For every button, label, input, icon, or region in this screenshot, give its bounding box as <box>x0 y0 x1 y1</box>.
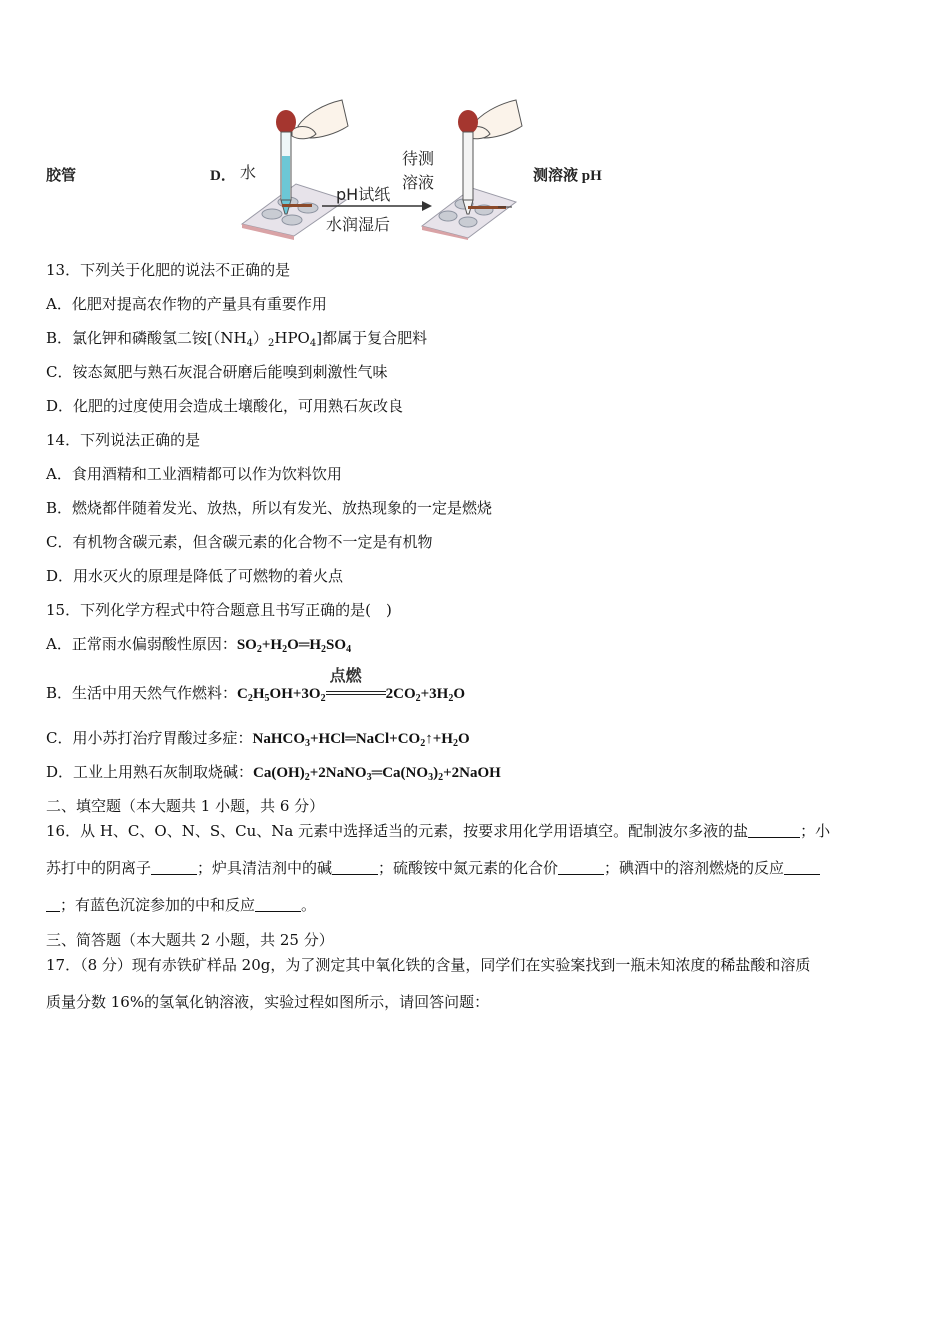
q15-c-text: C．用小苏打治疗胃酸过多症： <box>46 729 253 747</box>
figure-right-label: 测溶液 pH <box>533 168 602 184</box>
q15-option-d <box>46 762 501 783</box>
q15-option-c <box>46 728 470 749</box>
q16-text-2c: ；硫酸铵中氮元素的化合价 <box>378 859 559 877</box>
q15-d-equation: $Ca(OH)_2+2NaNO_3═Ca(NO_3)_2+2NaOH$ <box>253 765 501 783</box>
q16-line-3 <box>46 895 316 915</box>
q16-line-2 <box>46 858 820 878</box>
sub: 2 <box>267 338 275 349</box>
q15-stem: 15．下列化学方程式中符合题意且书写正确的是( ) <box>46 601 392 619</box>
answer-blank[interactable] <box>151 860 197 875</box>
q16-text-1: 16．从 H、C、O、N、S、Cu、Na 元素中选择适当的元素，按要求用化学用语填空。配制波尔多液的盐 <box>46 822 749 840</box>
answer-blank[interactable] <box>748 823 800 838</box>
water-label: 水 <box>240 163 257 182</box>
test-solution-label-2: 溶液 <box>402 173 435 192</box>
q17-line-1: 17．（8 分）现有赤铁矿样品 20g，为了测定其中氧化铁的含量，同学们在实验案找到一瓶未知浓度的稀盐酸和溶质 <box>46 956 811 974</box>
q15-d-text: D．工业上用熟石灰制取烧碱： <box>46 763 254 781</box>
q14-option-a: A．食用酒精和工业酒精都可以作为饮料饮用 <box>46 465 342 483</box>
q16-text-1b: ；小 <box>800 822 831 840</box>
sub: 4 <box>246 338 253 349</box>
answer-blank[interactable] <box>46 897 60 912</box>
arrow-bottom-label: 水润湿后 <box>326 215 391 234</box>
arrow-top-label: pH试纸 <box>336 185 391 204</box>
hand-left <box>292 100 348 139</box>
section-2-heading: 二、填空题（本大题共 1 小题，共 6 分） <box>46 797 325 815</box>
q16-text-2d: ；碘酒中的溶剂燃烧的反应 <box>604 859 785 877</box>
q15-a-text: A．正常雨水偏弱酸性原因： <box>46 635 237 653</box>
q16-text-3b: 。 <box>301 896 317 914</box>
q16-text-3a: ；有蓝色沉淀参加的中和反应 <box>60 896 256 914</box>
q13-option-b <box>46 328 427 348</box>
answer-blank[interactable] <box>332 860 378 875</box>
answer-blank[interactable] <box>558 860 604 875</box>
q13-option-d: D．化肥的过度使用会造成土壤酸化，可用熟石灰改良 <box>46 397 404 415</box>
answer-blank[interactable] <box>784 860 820 875</box>
q13-stem: 13．下列关于化肥的说法不正确的是 <box>46 261 291 279</box>
q14-option-c: C．有机物含碳元素，但含碳元素的化合物不一定是有机物 <box>46 533 433 551</box>
q16-text-2a: 苏打中的阴离子 <box>46 859 152 877</box>
answer-blank[interactable] <box>255 897 301 912</box>
q17-line-2: 质量分数 16%的氢氧化钠溶液，实验过程如图所示，请回答问题： <box>46 993 490 1011</box>
q15-b-products: $2CO_2+3H_2O$ <box>385 686 465 704</box>
q15-c-equation: $NaHCO_3+HCl═NaCl+CO_2↑+H_2O$ <box>252 731 470 749</box>
condition-label: 点燃 <box>329 666 362 685</box>
q15-option-a <box>46 634 351 655</box>
q13-b-mid2: HPO <box>274 329 310 347</box>
q14-option-b: B．燃烧都伴随着发光、放热，所以有发光、放热现象的一定是燃烧 <box>46 499 493 517</box>
sub: 4 <box>309 338 317 349</box>
q14-option-d: D．用水灭火的原理是降低了可燃物的着火点 <box>46 567 344 585</box>
q15-b-equation: $C_2H_5OH+3O_2$ <box>237 686 326 704</box>
reaction-condition <box>326 666 386 700</box>
section-3-heading: 三、简答题（本大题共 2 小题，共 25 分） <box>46 931 334 949</box>
q15-option-b <box>46 666 465 704</box>
q13-b-mid: ） <box>252 329 268 347</box>
figure-option-label: D． <box>210 168 236 184</box>
q13-b-post: ]都属于复合肥料 <box>316 329 428 347</box>
test-solution-label-1: 待测 <box>402 149 435 168</box>
figure-left-label: 胶管 <box>46 168 77 184</box>
q15-b-text: B．生活中用天然气作燃料： <box>46 684 238 702</box>
q16-line-1 <box>46 821 830 841</box>
equals-sign <box>326 691 386 695</box>
q16-text-2b: ；炉具清洁剂中的碱 <box>197 859 333 877</box>
q13-option-a: A．化肥对提高农作物的产量具有重要作用 <box>46 295 327 313</box>
q15-a-equation: $SO_2+H_2O═H_2SO_4$ <box>236 637 352 655</box>
q14-stem: 14．下列说法正确的是 <box>46 431 201 449</box>
q13-option-c: C．铵态氮肥与熟石灰混合研磨后能嗅到刺激性气味 <box>46 363 388 381</box>
q13-b-pre: B．氯化钾和磷酸氢二铵[（NH <box>46 329 247 347</box>
